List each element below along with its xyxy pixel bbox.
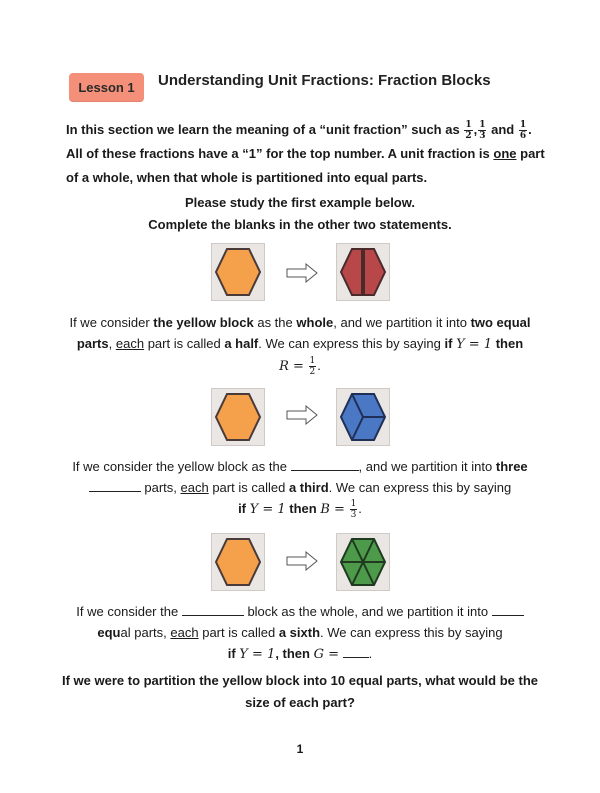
example-thirds-paragraph: If we consider the yellow block as the , and we partition it into three parts, each part is called a third. We can express this by saying if Y = 1 then B = $\frac{1}{3}$ . (72, 459, 528, 521)
final-question: If we were to partition the yellow block into 10 equal parts, what would be the size of each part? (61, 673, 538, 710)
fraction-one-sixth: $\frac{1}{6}$ (519, 120, 527, 142)
fraction-one-third: $\frac{1}{3}$ (479, 120, 486, 142)
instructions: Please study the first example below. Complete the blanks in the other two statements. (148, 195, 452, 232)
yellow-hexagon-image-2 (211, 388, 265, 446)
color-blank[interactable] (182, 603, 244, 616)
equal-blank[interactable] (89, 479, 141, 492)
blue-rhombi-image (336, 388, 390, 446)
example-halves-paragraph: If we consider the yellow block as the whole, and we partition it into two equal parts, each part is called a half. We can express this by saying if Y = 1 then R = $\frac{1}{2}$ . (69, 315, 531, 378)
whole-blank[interactable] (291, 458, 359, 471)
red-trapezoid-halves-icon (340, 247, 386, 297)
yellow-hexagon-image-3 (211, 533, 265, 591)
yellow-hexagon-icon (215, 537, 261, 587)
red-trapezoids-image (336, 243, 390, 301)
fraction-b-one-third: $\frac{1}{3}$ (350, 499, 357, 521)
lesson-badge: Lesson 1 (69, 73, 144, 101)
green-triangle-sixths-icon (340, 537, 386, 587)
blue-rhombus-thirds-icon (340, 392, 386, 442)
fraction-one-half: $\frac{1}{2}$ (465, 120, 472, 142)
yellow-hexagon-image (211, 243, 265, 301)
yellow-hexagon-icon (215, 392, 261, 442)
green-triangles-image (336, 533, 390, 591)
intro-paragraph: In this section we learn the meaning of a “unit fraction” such as $\frac{1}{2}$ , $\frac{1}{3}$ and $\frac{1}{6}$ . All of these fractions have a “1” for the top number. A unit fraction is one part of a whole, when that whole is partitioned into equal parts. (66, 120, 545, 185)
lesson-title: Understanding Unit Fractions: Fraction Blocks (158, 72, 491, 89)
yellow-hexagon-icon (215, 247, 261, 297)
arrow-right-icon (286, 405, 318, 425)
page-number: 1 (296, 742, 304, 756)
example-sixths-paragraph: If we consider the block as the whole, and we partition it into equal parts, each part is called a sixth. We can express this by saying if Y = 1, then G = . (60, 601, 540, 665)
g-value-blank[interactable] (343, 645, 369, 658)
number-blank[interactable] (492, 603, 524, 616)
fraction-r-one-half: $\frac{1}{2}$ (309, 356, 316, 378)
arrow-right-icon (286, 551, 318, 571)
arrow-right-icon (286, 263, 318, 283)
